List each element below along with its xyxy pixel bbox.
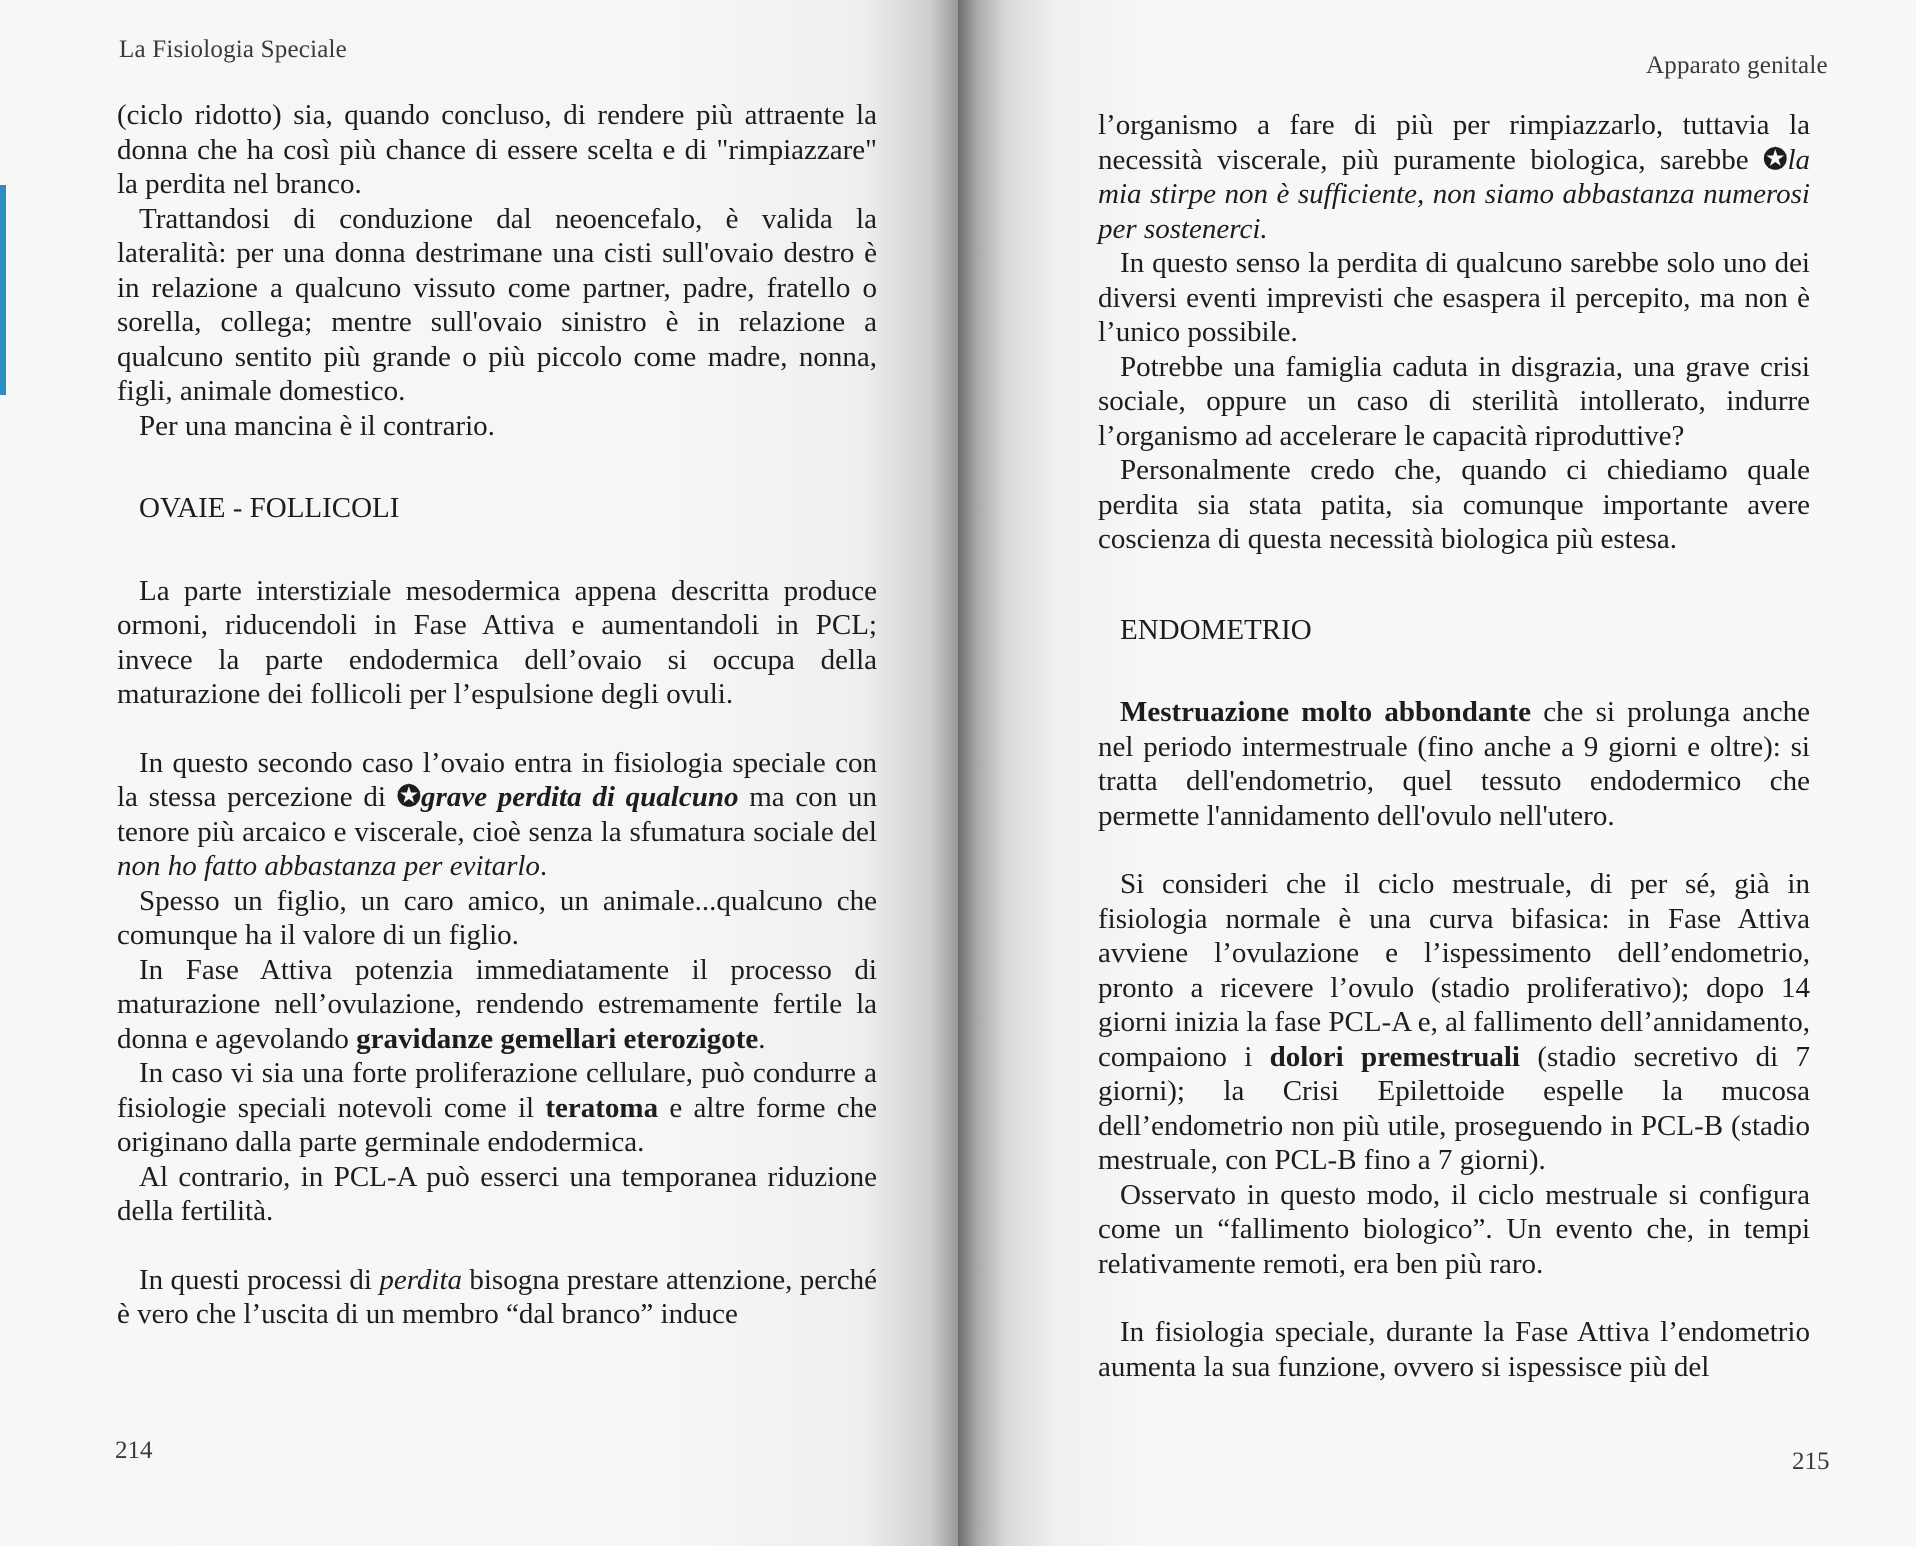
paragraph: Osservato in questo modo, il ciclo mestruale si configura come un “fallimento biologico”. Un evento che, in tempi relativamente remoti, era ben più raro. (1098, 1178, 1810, 1280)
section-heading: OVAIE - FOLLICOLI (139, 492, 400, 524)
paragraph: l’organismo a fare di più per rimpiazzarlo, tuttavia la necessità viscerale, più puramente biologica, sarebbe ✪la mia stirpe non è sufficiente, non siamo abbastanza numerosi per sostenerci. (1098, 109, 1810, 245)
right-text-body (1098, 108, 1810, 1384)
paragraph: In questo senso la perdita di qualcuno sarebbe solo uno dei diversi eventi imprevisti che esaspera il percepito, ma non è l’unico possibile. (1098, 247, 1810, 348)
running-head-left: La Fisiologia Speciale (119, 36, 347, 63)
paragraph: In Fase Attiva potenzia immediatamente il processo di maturazione nell’ovulazione, rendendo estremamente fertile la donna e agevolando gravidanze gemellari eterozigote. (117, 953, 877, 1055)
paragraph: Potrebbe una famiglia caduta in disgrazia, una grave crisi sociale, oppure un caso di sterilità intollerato, indurre l’organismo ad accelerare le capacità riproduttive? (1098, 350, 1810, 452)
paragraph: (ciclo ridotto) sia, quando concluso, di rendere più attraente la donna che ha così più chance di essere scelta e di "rimpiazzare" la perdita nel branco. (117, 99, 877, 200)
paragraph: In fisiologia speciale, durante la Fase Attiva l’endometrio aumenta la sua funzione, ovvero si ispessisce più del (1098, 1316, 1810, 1383)
paragraph: La parte interstiziale mesodermica appena descritta produce ormoni, riducendoli in Fase Attiva e aumentandoli in PCL; invece la parte endodermica dell’ovaio si occupa della maturazione dei follicoli per l’espulsione degli ovuli. (117, 574, 877, 710)
paragraph: Si consideri che il ciclo mestruale, di per sé, già in fisiologia normale è una curva bifasica: in Fase Attiva avviene l’ovulazione e l’ispessimento dell’endometrio, pronto a ricevere l’ovulo (stadio proliferativo); dopo 14 giorni inizia la fase PCL-A e, al fallimento dell’annidamento, compaiono i dolori premestruali (stadio secretivo di 7 giorni); la Crisi Epilettoide espelle la mucosa dell’endometrio non più utile, proseguendo in PCL-B (stadio mestruale, con PCL-B fino a 7 giorni). (1098, 868, 1810, 1176)
page-edge-marker (0, 185, 6, 395)
page-number-left: 214 (115, 1437, 153, 1464)
right-page (958, 0, 1916, 1546)
running-head-right: Apparato genitale (1646, 52, 1828, 79)
paragraph: Per una mancina è il contrario. (139, 409, 495, 442)
paragraph: Mestruazione molto abbondante che si prolunga anche nel periodo intermestruale (fino anche a 9 giorni e oltre): si tratta dell'endometrio, quel tessuto endodermico che permette l'annidamento dell'ovulo nell'utero. (1098, 696, 1810, 832)
star-icon: ✪ (396, 781, 422, 813)
star-icon: ✪ (1763, 143, 1788, 176)
page-number-right: 215 (1792, 1448, 1830, 1475)
paragraph: Trattandosi di conduzione dal neoencefalo, è valida la lateralità: per una donna destrimane una cisti sull'ovaio destro è in relazione a qualcuno vissuto come partner, padre, fratello o sorella, collega; mentre sull'ovaio sinistro è in relazione a qualcuno sentito più grande o più piccolo come madre, nonna, figli, animale domestico. (117, 202, 877, 407)
paragraph: In caso vi sia una forte proliferazione cellulare, può condurre a fisiologie speciali notevoli come il teratoma e altre forme che originano dalla parte germinale endodermica. (117, 1057, 878, 1158)
paragraph: Personalmente credo che, quando ci chiediamo quale perdita sia stata patita, sia comunque importante avere coscienza di questa necessità biologica più estesa. (1098, 454, 1810, 555)
paragraph: Spesso un figlio, un caro amico, un animale...qualcuno che comunque ha il valore di un figlio. (117, 884, 877, 951)
left-text-body (117, 98, 877, 1332)
paragraph: Al contrario, in PCL-A può esserci una temporanea riduzione della fertilità. (117, 1160, 877, 1227)
paragraph: In questo secondo caso l’ovaio entra in fisiologia speciale con la stessa percezione di ✪grave perdita di qualcuno ma con un tenore più arcaico e viscerale, cioè senza la sfumatura sociale del non ho fatto abbastanza per evitarlo. (117, 746, 877, 882)
section-heading: ENDOMETRIO (1120, 613, 1312, 646)
paragraph: In questi processi di perdita bisogna prestare attenzione, perché è vero che l’uscita di un membro “dal branco” induce (117, 1263, 878, 1330)
